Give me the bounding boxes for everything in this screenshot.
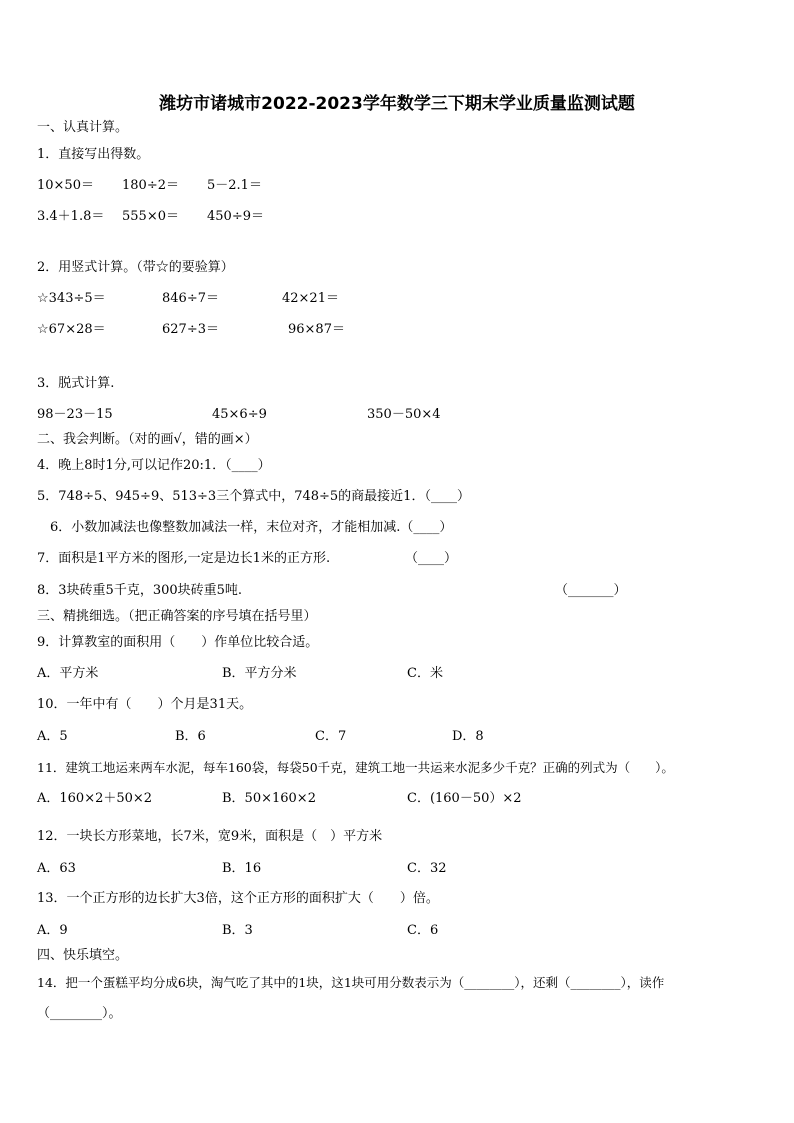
q10-option[interactable]: A．5: [37, 729, 68, 744]
q10-option[interactable]: D．8: [452, 729, 484, 744]
q11-option[interactable]: C．(160－50）×2: [407, 791, 522, 806]
q4: 4．晚上8时1分,可以记作20:1．（____）: [37, 458, 271, 473]
q6: 6．小数加减法也像整数加减法一样，末位对齐，才能相加减.（____）: [50, 520, 453, 535]
q12-stem: 12．一块长方形菜地，长7米，宽9米，面积是（ ）平方米: [37, 829, 383, 844]
q13-stem: 13．一个正方形的边长扩大3倍，这个正方形的面积扩大（ ）倍。: [37, 891, 439, 906]
section-4-heading: 四、快乐填空。: [37, 948, 129, 963]
q13-option[interactable]: C．6: [407, 923, 439, 938]
q9-stem: 9．计算教室的面积用（ ）作单位比较合适。: [37, 635, 319, 650]
q2-item: 42×21＝: [282, 291, 339, 306]
q10-option[interactable]: C．7: [315, 729, 347, 744]
q2-item: ☆67×28＝: [37, 322, 106, 337]
q2-item: 96×87＝: [288, 322, 345, 337]
page-title: 潍坊市诸城市2022-2023学年数学三下期末学业质量监测试题: [159, 94, 635, 114]
q8: 8．3块砖重5千克，300块砖重5吨.: [37, 583, 243, 598]
q7-answer-blank[interactable]: （____）: [405, 551, 458, 566]
q7: 7．面积是1平方米的图形,一定是边长1米的正方形.: [37, 551, 331, 566]
section-1-heading: 一、认真计算。: [37, 120, 129, 135]
q1-item: 10×50＝: [37, 178, 94, 193]
q1-item: 5－2.1＝: [207, 178, 262, 193]
q11-stem: 11．建筑工地运来两车水泥，每车160袋，每袋50千克，建筑工地一共运来水泥多少千克？正确的列式为（ ）。: [37, 760, 674, 775]
q9-option[interactable]: A．平方米: [37, 666, 99, 681]
q10-option[interactable]: B．6: [175, 729, 206, 744]
q14-line-1: 14．把一个蛋糕平均分成6块，淘气吃了其中的1块，这1块可用分数表示为（________），还剩（________），读作: [37, 975, 665, 990]
q1-stem: 1．直接写出得数。: [37, 147, 150, 162]
q1-item: 180÷2＝: [122, 178, 179, 193]
q13-option[interactable]: B．3: [222, 923, 253, 938]
q3-stem: 3．脱式计算.: [37, 376, 115, 391]
q3-item: 98－23－15: [37, 407, 113, 422]
q12-option[interactable]: C．32: [407, 861, 447, 876]
q2-stem: 2．用竖式计算。（带☆的要验算）: [37, 260, 234, 275]
q8-answer-blank[interactable]: （_______）: [555, 583, 627, 598]
q1-item: 3.4＋1.8＝: [37, 209, 105, 224]
section-2-heading: 二、我会判断。（对的画√，错的画×）: [37, 432, 258, 447]
q2-item: 846÷7＝: [162, 291, 219, 306]
q10-stem: 10．一年中有（ ）个月是31天。: [37, 697, 253, 712]
q9-option[interactable]: B．平方分米: [222, 666, 297, 681]
q3-item: 45×6÷9: [212, 407, 267, 422]
q13-option[interactable]: A．9: [37, 923, 68, 938]
section-3-heading: 三、精挑细选。（把正确答案的序号填在括号里）: [37, 609, 317, 624]
q2-item: ☆343÷5＝: [37, 291, 106, 306]
q9-option[interactable]: C．米: [407, 666, 443, 681]
q11-option[interactable]: B．50×160×2: [222, 791, 316, 806]
q12-option[interactable]: A．63: [37, 861, 76, 876]
q3-item: 350－50×4: [367, 407, 441, 422]
q14-line-2: （________）。: [37, 1006, 122, 1021]
q1-item: 450÷9＝: [207, 209, 264, 224]
q2-item: 627÷3＝: [162, 322, 219, 337]
q5: 5．748÷5、945÷9、513÷3三个算式中，748÷5的商最接近1．（____）: [37, 489, 470, 504]
q12-option[interactable]: B．16: [222, 861, 262, 876]
q1-item: 555×0＝: [122, 209, 179, 224]
q11-option[interactable]: A．160×2＋50×2: [37, 791, 153, 806]
